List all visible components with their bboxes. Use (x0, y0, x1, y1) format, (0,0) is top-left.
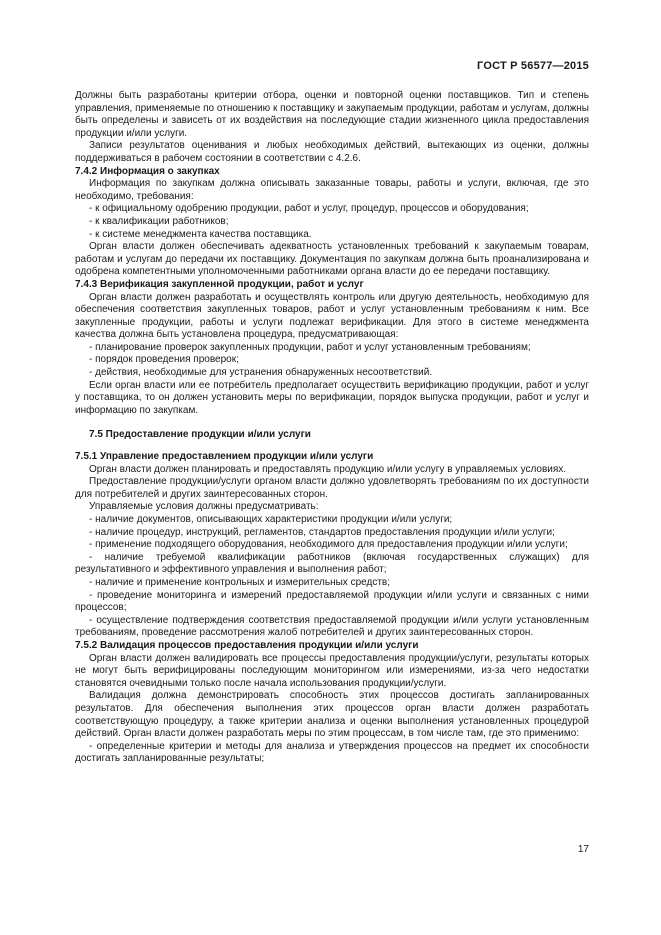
paragraph: Валидация должна демонстрировать способность этих процессов достигать запланированных результатов. Для обеспечения выполнения этих процессов орган власти должен разработать соответствующую процедуру, а также критерии анализа и оценки выполнения установленных процедурой действий. Орган власти должен разработать меры по этим процессам, в том числе там, где это применимо: (75, 690, 589, 740)
paragraph: - наличие документов, описывающих характеристики продукции и/или услуги; (89, 514, 453, 525)
paragraph: - к системе менеджмента качества поставщика. (89, 228, 312, 240)
paragraph: - определенные критерии и методы для анализа и утверждения процессов на предмет их способности достигать запланированные результаты; (75, 740, 589, 765)
section-heading: 7.4.2 Информация о закупках (75, 165, 220, 177)
paragraph: - действия, необходимые для устранения обнаруженных несоответствий. (89, 367, 433, 379)
section-heading: 7.4.3 Верификация закупленной продукции, работ и услуг (75, 278, 364, 290)
document-body (75, 90, 589, 766)
paragraph: Записи результатов оценивания и любых необходимых действий, вытекающих из оценки, должны поддерживаться в рабочем состоянии в соответствии с 4.2.6. (75, 140, 589, 164)
paragraph: - к официальному одобрению продукции, работ и услуг, процедур, процессов и оборудования; (89, 203, 529, 215)
paragraph: Если орган власти или ее потребитель предполагает осуществить верификацию продукции, работ и услуг у поставщика, то он должен установить меры по верификации, порядок выпуска продукции, работ и услуг и информацию по закупкам. (75, 379, 589, 416)
paragraph: - проведение мониторинга и измерений предоставляемой продукции и/или услуги и связанных с ними процессов; (75, 589, 589, 614)
section-heading: 7.5.2 Валидация процессов предоставления продукции и/или услуги (75, 639, 419, 651)
paragraph: - наличие и применение контрольных и измерительных средств; (89, 576, 390, 588)
paragraph: - планирование проверок закупленных продукции, работ и услуг установленным требованиям; (89, 341, 531, 353)
paragraph: Управляемые условия должны предусматривать: (89, 501, 319, 513)
paragraph: Орган власти должен планировать и предоставлять продукцию и/или услугу в управляемых условиях. (89, 463, 567, 475)
paragraph: Должны быть разработаны критерии отбора, оценки и повторной оценки поставщиков. Тип и степень управления, применяемые по отношению к поставщику и закупаемым продукции, работам и услугам, должны быть определены и зависеть от их воздействия на последующие стадии жизненного цикла предоставления продукции и/или услуги. (75, 90, 589, 139)
paragraph: - порядок проведения проверок; (89, 354, 239, 366)
paragraph: - к квалификации работников; (89, 215, 229, 227)
paragraph: - применение подходящего оборудования, необходимого для предоставления продукции и/или услуги; (89, 539, 568, 551)
standard-id-header: ГОСТ Р 56577—2015 (477, 60, 589, 72)
page-number: 17 (577, 844, 589, 855)
paragraph: - наличие процедур, инструкций, регламентов, стандартов предоставления продукции и/или услуги; (89, 526, 555, 538)
paragraph: Информация по закупкам должна описывать заказанные товары, работы и услуги, включая, где это необходимо, требования: (75, 178, 589, 202)
paragraph: Предоставление продукции/услуги органом власти должно удовлетворять требованиям по их доступности для потребителей и других заинтересованных сторон. (75, 476, 589, 500)
paragraph: - наличие требуемой квалификации работников (включая государственных служащих) для результативного и эффективного управления и выполнения работ; (75, 551, 589, 576)
paragraph: Орган власти должен валидировать все процессы предоставления продукции/услуги, результаты которых не могут быть верифицированы последующим мониторингом или измерениями, из-за чего недостатки становятся очевидными только после начала использования продукции/услуги. (75, 652, 589, 689)
section-heading: 7.5.1 Управление предоставлением продукции и/или услуги (75, 451, 374, 463)
paragraph: - осуществление подтверждения соответствия предоставляемой продукции и/или услуги установленным требованиям, проведение рассмотрения жалоб потребителей и других заинтересованных сторон. (75, 614, 589, 639)
paragraph: Орган власти должен разработать и осуществлять контроль или другую деятельность, необходимую для обеспечения соответствия закупленных товаров, работ и услуг установленным требованиям к ним. Все закупленные продукции, работы и услуги подлежат верификации. Для этого в системе менеджмента качества должна быть установлена процедура, предусматривающая: (75, 291, 589, 341)
section-heading: 7.5 Предоставление продукции и/или услуги (89, 429, 311, 441)
paragraph: Орган власти должен обеспечивать адекватность установленных требований к закупаемым товарам, работам и услугам до передачи их поставщику. Документация по закупкам должна быть проанализирована и одобрена компетентными уполномоченными работниками органа власти до ее передачи поставщику. (75, 241, 589, 278)
